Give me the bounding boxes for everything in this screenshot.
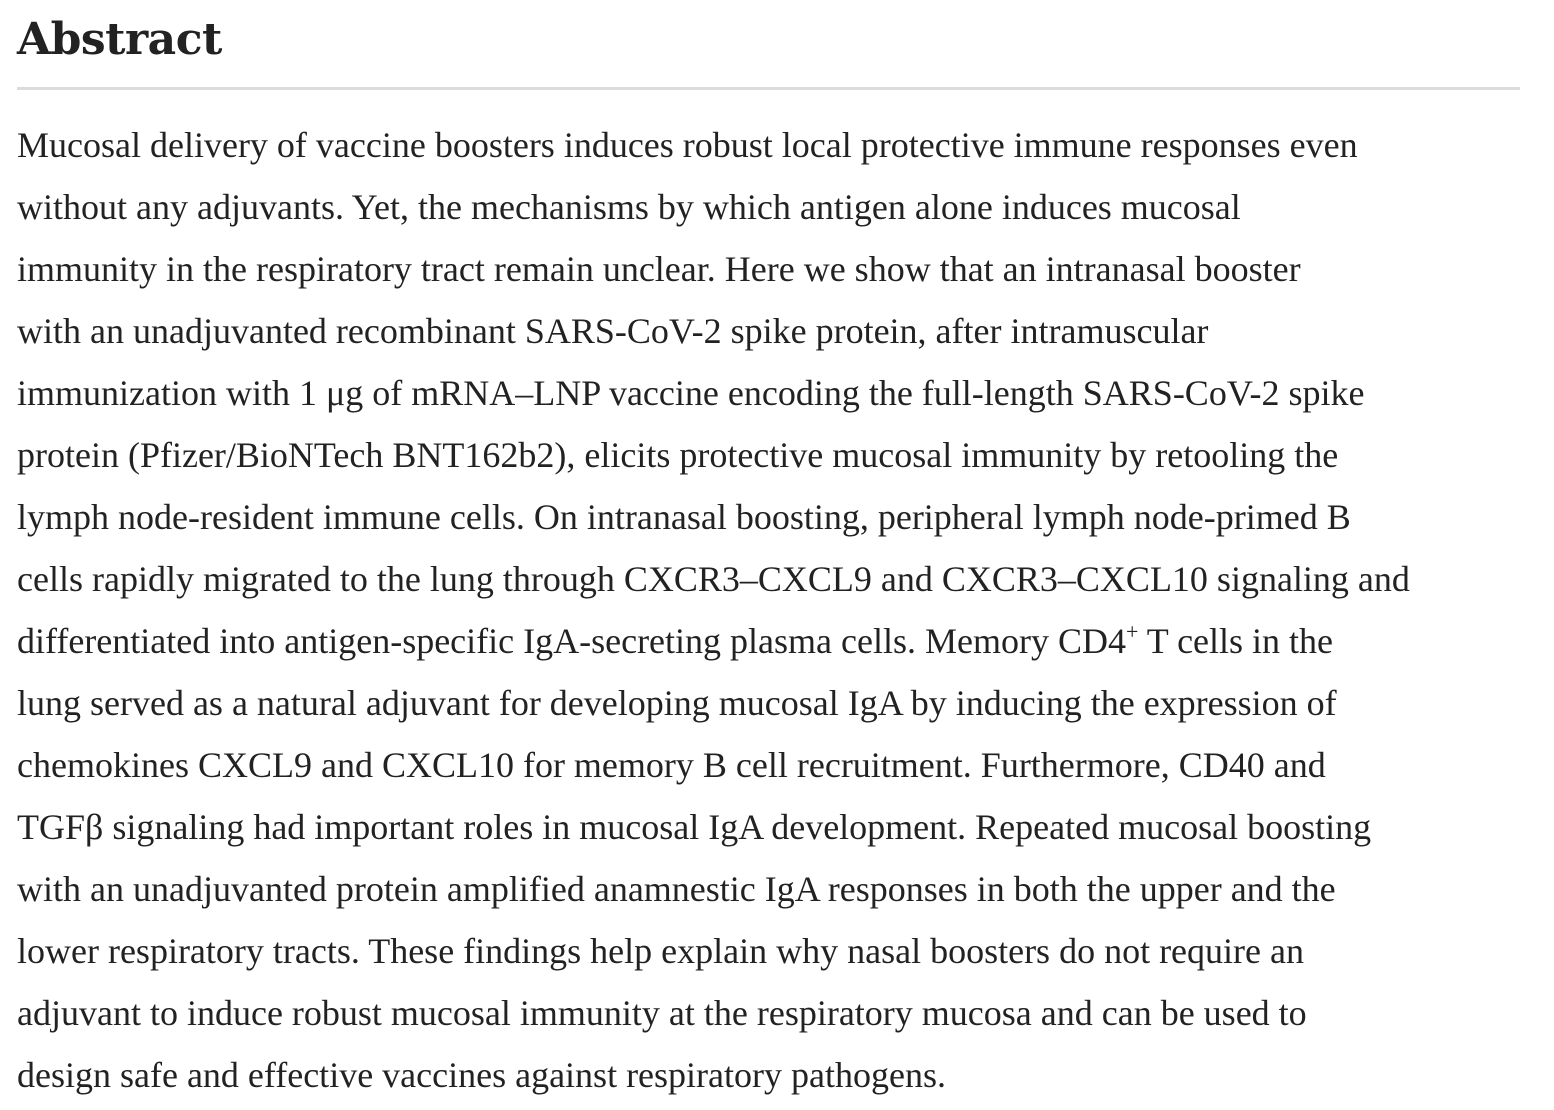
abstract-line: TGFβ signaling had important roles in mucosal IgA development. Repeated mucosal boosting bbox=[17, 807, 1372, 847]
abstract-line: lymph node-resident immune cells. On intranasal boosting, peripheral lymph node-primed B bbox=[17, 497, 1351, 537]
abstract-line: lower respiratory tracts. These findings help explain why nasal boosters do not require an bbox=[17, 931, 1304, 971]
abstract-heading: Abstract bbox=[17, 14, 222, 65]
line-text-after-superscript: T cells in the bbox=[1138, 621, 1334, 661]
abstract-line: chemokines CXCL9 and CXCL10 for memory B cell recruitment. Furthermore, CD40 and bbox=[17, 745, 1326, 785]
abstract-line: design safe and effective vaccines against respiratory pathogens. bbox=[17, 1055, 946, 1095]
abstract-line: with an unadjuvanted protein amplified anamnestic IgA responses in both the upper and the bbox=[17, 869, 1336, 909]
abstract-section bbox=[17, 0, 1521, 1106]
abstract-line: protein (Pfizer/BioNTech BNT162b2), elicits protective mucosal immunity by retooling the bbox=[17, 435, 1339, 475]
line-text-before-superscript: differentiated into antigen-specific IgA-secreting plasma cells. Memory CD4 bbox=[17, 621, 1126, 661]
abstract-line: adjuvant to induce robust mucosal immunity at the respiratory mucosa and can be used to bbox=[17, 993, 1307, 1033]
abstract-body bbox=[17, 114, 1521, 1106]
abstract-line: cells rapidly migrated to the lung through CXCR3–CXCL9 and CXCR3–CXCL10 signaling and bbox=[17, 559, 1410, 599]
abstract-line bbox=[17, 610, 1521, 672]
abstract-line: immunization with 1 μg of mRNA–LNP vaccine encoding the full-length SARS-CoV-2 spike bbox=[17, 373, 1365, 413]
superscript-plus: + bbox=[1125, 619, 1139, 644]
heading-divider bbox=[17, 87, 1520, 90]
abstract-line: lung served as a natural adjuvant for developing mucosal IgA by inducing the expression of bbox=[17, 683, 1337, 723]
abstract-line: with an unadjuvanted recombinant SARS-CoV-2 spike protein, after intramuscular bbox=[17, 311, 1209, 351]
abstract-line: Mucosal delivery of vaccine boosters induces robust local protective immune responses even bbox=[17, 125, 1358, 165]
abstract-line: immunity in the respiratory tract remain unclear. Here we show that an intranasal booster bbox=[17, 249, 1301, 289]
abstract-line: without any adjuvants. Yet, the mechanisms by which antigen alone induces mucosal bbox=[17, 187, 1241, 227]
